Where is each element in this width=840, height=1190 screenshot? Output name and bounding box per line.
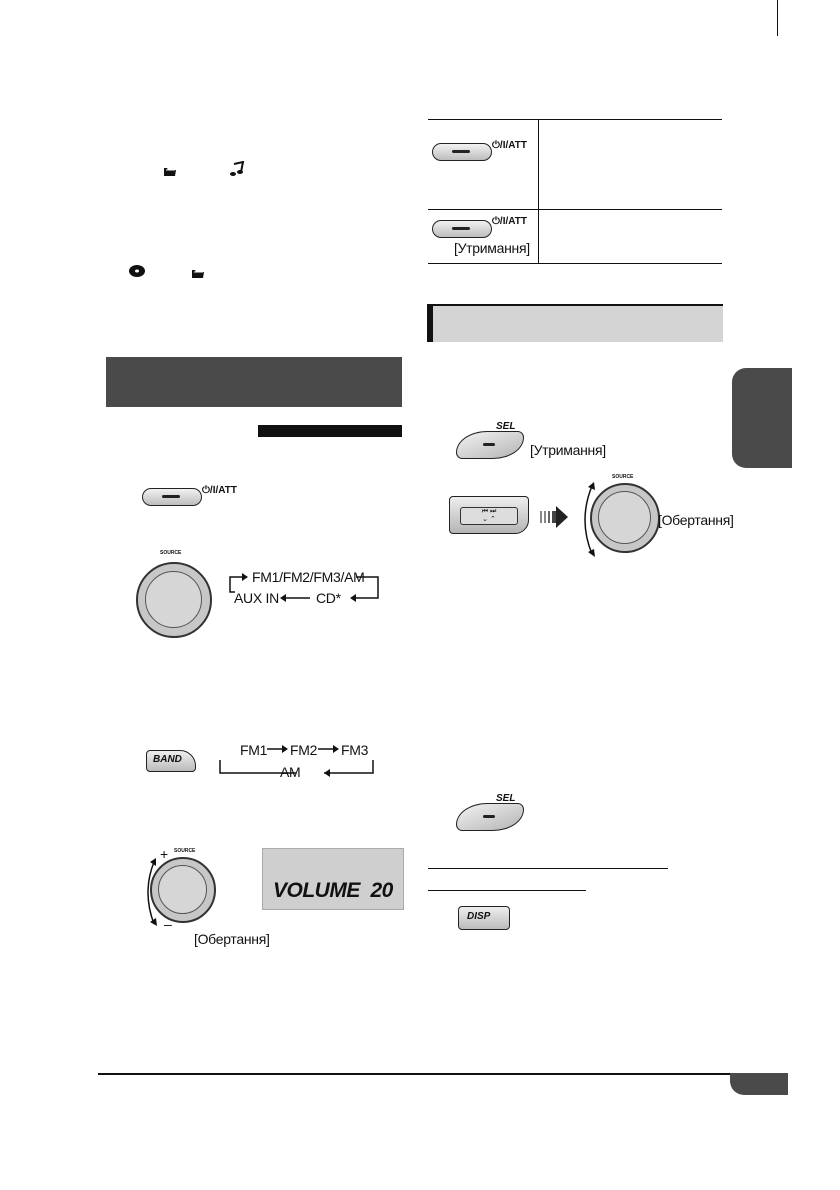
side-tab (732, 368, 792, 468)
band-fm1: FM1 (240, 742, 268, 758)
lcd-display (262, 848, 404, 910)
band-button[interactable] (146, 750, 196, 772)
hold-caption: [Утримання] (454, 240, 530, 256)
power-att-label: ⏻/I/ATT (202, 485, 237, 496)
crop-mark (777, 0, 778, 36)
source-cycle-aux: AUX IN (234, 590, 279, 606)
source-cycle-fm: FM1/FM2/FM3/AM (252, 569, 365, 585)
lcd-text: VOLUME 20 (273, 879, 393, 902)
section-header-bar-right (427, 304, 723, 342)
band-am: AM (280, 764, 301, 780)
sub-header-bar (258, 425, 402, 437)
rotate-arrow-icon (578, 482, 602, 558)
divider-line (428, 868, 668, 869)
sel-label: SEL (496, 421, 516, 432)
rotate-caption: [Обертання] (194, 931, 270, 947)
hold-caption: [Утримання] (530, 442, 606, 458)
rotate-caption: [Обертання] (658, 512, 734, 528)
power-att-button[interactable] (432, 143, 492, 161)
seek-control[interactable]: ⏮ ⏭ ⌄ ⌃ (449, 496, 529, 534)
divider-line (428, 890, 586, 891)
folder-icon (191, 266, 205, 278)
sel-button[interactable] (456, 803, 524, 831)
sel-button[interactable] (456, 431, 524, 459)
sel-label: SEL (496, 793, 516, 804)
footer-line (98, 1073, 788, 1075)
disp-button[interactable] (458, 906, 510, 930)
band-label: BAND (153, 754, 182, 765)
disc-icon (128, 264, 146, 278)
music-note-icon (229, 161, 245, 177)
source-cycle-cd: CD* (316, 590, 341, 606)
source-label: SOURCE (174, 848, 196, 854)
power-att-label: ⏻/I/ATT (492, 140, 527, 151)
section-header-bar (106, 357, 402, 407)
power-att-label: ⏻/I/ATT (492, 216, 527, 227)
source-knob[interactable] (136, 562, 212, 638)
source-label: SOURCE (160, 550, 182, 556)
power-att-button-hold[interactable] (432, 220, 492, 238)
disp-label: DISP (467, 911, 491, 922)
rotate-arrow-icon (140, 858, 164, 928)
power-att-button[interactable] (142, 488, 202, 506)
page-number-tab (730, 1073, 788, 1095)
minus-sign: – (164, 916, 172, 932)
band-fm2: FM2 (290, 742, 318, 758)
folder-icon (163, 164, 177, 176)
right-arrow-icon (540, 504, 570, 535)
source-label: SOURCE (612, 474, 634, 480)
plus-sign: + (160, 846, 169, 862)
band-fm3: FM3 (341, 742, 369, 758)
